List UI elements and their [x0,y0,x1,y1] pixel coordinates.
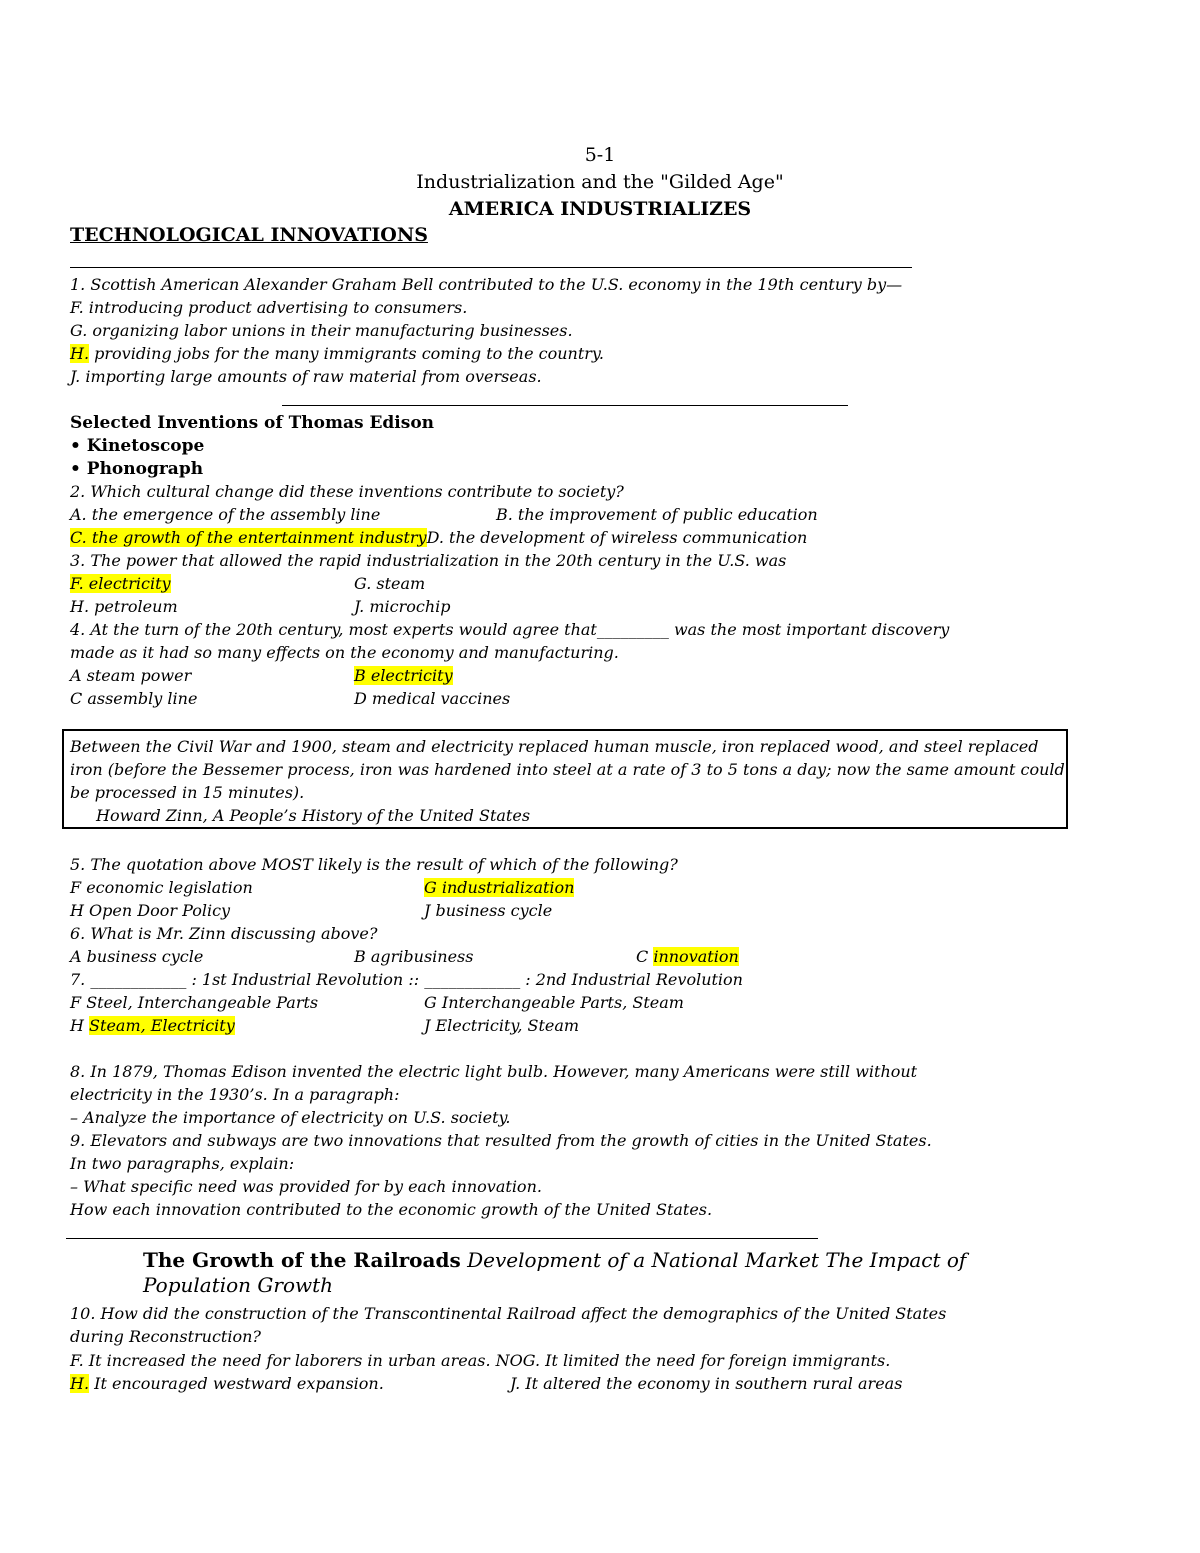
q10-options-fg [70,1350,890,1372]
q5-question: 5. The quotation above MOST likely is the result of which of the following? [70,855,678,874]
q10-option-f: F. It increased the need for laborers in urban areas. NO [70,1351,523,1370]
q7-h-letter: H [70,1016,90,1035]
q3-f-highlight: F. electricity [70,574,171,593]
edison-heading: Selected Inventions of Thomas Edison [70,413,435,433]
q8-line: electricity in the 1930’s. In a paragraph: [70,1085,400,1104]
q4-option-b [354,665,453,687]
q10-line: during Reconstruction? [70,1327,261,1346]
q10-option-h [70,1373,384,1395]
q9-line: – What specific need was provided for by each innovation. [70,1177,542,1196]
railroads-heading [143,1248,1043,1298]
railroads-heading-italic: Development of a National Market The Impact of Population Growth [143,1248,967,1297]
q9-line: In two paragraphs, explain: [70,1154,295,1173]
q1-question: 1. Scottish American Alexander Graham Bell contributed to the U.S. economy in the 19th century by— [70,275,903,294]
q5-option-f: F economic legislation [70,878,253,897]
q4-option-d: D medical vaccines [354,689,511,708]
q1-h-text: providing jobs for the many immigrants coming to the country. [89,344,604,363]
q6-option-b: B agribusiness [354,947,474,966]
q6-c-highlight: innovation [653,947,739,966]
q7-option-g: G Interchangeable Parts, Steam [424,993,684,1012]
q4-question-line1 [70,619,949,641]
q6-c-letter: C [636,947,654,966]
q9-line: How each innovation contributed to the economic growth of the United States. [70,1200,713,1219]
q2-option-b: B. the improvement of public education [496,505,818,524]
q5-option-j: J business cycle [424,901,553,920]
q2-option-d: D. the development of wireless communication [426,528,808,547]
q3-option-j: J. microchip [354,597,451,616]
q6-question: 6. What is Mr. Zinn discussing above? [70,924,378,943]
q2-question: 2. Which cultural change did these inventions contribute to society? [70,482,624,501]
q5-option-h: H Open Door Policy [70,901,231,920]
q6-option-a: A business cycle [70,947,204,966]
quote-attribution: Howard Zinn, A People’s History of the United States [96,806,531,825]
quote-line: be processed in 15 minutes). [70,783,305,802]
q7-question: 7. ____________ : 1st Industrial Revolution :: ____________ : 2nd Industrial Revolution [70,970,743,989]
q4-question-line2: made as it had so many effects on the economy and manufacturing. [70,643,619,662]
divider [282,405,848,406]
q4-option-a: A steam power [70,666,192,685]
q5-g-highlight: G industrialization [424,878,575,897]
q7-option-h [70,1015,235,1037]
doc-title: AMERICA INDUSTRIALIZES [448,198,752,220]
q4-text-b: was the most important discovery [668,620,950,639]
q2-option-cd [70,527,807,549]
q3-option-f [70,573,171,595]
q4-blank: _________ [596,620,669,639]
q10-h-letter: H. [70,1374,90,1393]
q9-line: 9. Elevators and subways are two innovations that resulted from the growth of cities in the United States. [70,1131,932,1150]
q1-h-letter: H. [70,344,90,363]
q1-option-g: G. organizing labor unions in their manufacturing businesses. [70,321,573,340]
q4-text-a: 4. At the turn of the 20th century, most experts would agree that [70,620,597,639]
q4-option-c: C assembly line [70,689,198,708]
q4-b-highlight: B electricity [354,666,453,685]
q7-h-highlight: Steam, Electricity [89,1016,235,1035]
railroads-heading-bold: The Growth of the Railroads [143,1248,461,1272]
q7-option-j: J Electricity, Steam [424,1016,580,1035]
q10-option-j: J. It altered the economy in southern rural areas [510,1374,903,1393]
doc-subtitle: Industrialization and the "Gilded Age" [416,171,784,193]
divider [66,1238,818,1239]
q10-line: 10. How did the construction of the Transcontinental Railroad affect the demographics of the United States [70,1304,947,1323]
q8-line: – Analyze the importance of electricity on U.S. society. [70,1108,511,1127]
q3-option-g: G. steam [354,574,426,593]
q2-option-c: C. the growth of the entertainment industry [70,528,427,547]
q7-option-f: F Steel, Interchangeable Parts [70,993,319,1012]
quote-line: Between the Civil War and 1900, steam and electricity replaced human muscle, iron replaced wood, and steel replaced [70,737,1039,756]
q10-h-text: It encouraged westward expansion. [89,1374,384,1393]
divider [70,267,912,268]
q1-option-h [70,343,604,365]
edison-item: • Kinetoscope [70,436,205,456]
q2-option-a: A. the emergence of the assembly line [70,505,381,524]
edison-item: • Phonograph [70,459,204,479]
q10-option-g: G. It limited the need for foreign immigrants. [522,1351,891,1370]
q6-option-c [636,946,739,968]
q1-option-f: F. introducing product advertising to consumers. [70,298,468,317]
q3-option-h: H. petroleum [70,597,178,616]
q5-option-g [424,877,574,899]
section-heading: TECHNOLOGICAL INNOVATIONS [70,224,428,246]
q1-option-j: J. importing large amounts of raw material from overseas. [70,367,542,386]
q8-line: 8. In 1879, Thomas Edison invented the electric light bulb. However, many Americans were still without [70,1062,918,1081]
q3-question: 3. The power that allowed the rapid industrialization in the 20th century in the U.S. was [70,551,787,570]
quote-line: iron (before the Bessemer process, iron was hardened into steel at a rate of 3 to 5 tons a day; now the same amount could [70,760,1065,779]
doc-number: 5-1 [584,144,616,166]
